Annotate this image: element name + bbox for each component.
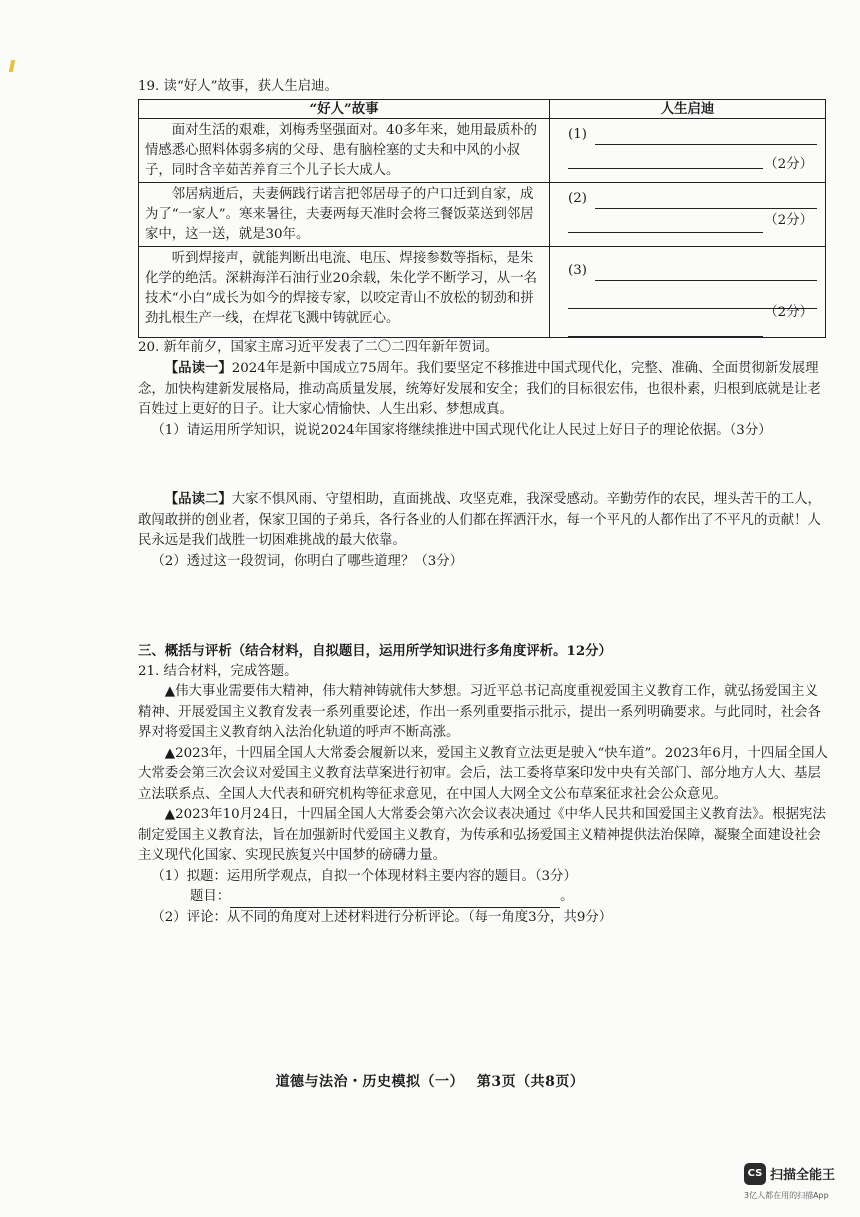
score-3: （2分）	[764, 304, 813, 320]
answer-blank-2b[interactable]	[568, 217, 763, 233]
camscanner-logo-icon: CS	[744, 1163, 766, 1185]
table-header	[139, 99, 826, 118]
table-row	[139, 118, 826, 182]
title-label: 题目：	[190, 889, 231, 904]
title-blank[interactable]	[230, 893, 560, 908]
section3-title: 三、概括与评析（结合材料，自拟题目，运用所学知识进行多角度评析。12分）	[138, 643, 612, 659]
answer-blank-3[interactable]	[595, 265, 817, 281]
read2-text: 大家不惧风雨、守望相助，直面挑战、攻坚克难，我深受感动。辛勤劳作的农民，埋头苦干的工人，敢闯敢拼的创业者，保家卫国的子弟兵，各行各业的人们都在挥洒汗水，每一个平凡的人都作出了不平凡的贡献！人民永远是我们战胜一切困难挑战的最大依靠。	[138, 492, 821, 548]
answer-blank-1b[interactable]	[568, 153, 763, 169]
material-1: ▲伟大事业需要伟大精神，伟大精神铸就伟大梦想。习近平总书记高度重视爱国主义教育工作，就弘扬爱国主义精神、开展爱国主义教育发表一系列重要论述，作出一系列重要指示批示，提出一系列明确要求。与此同时，社会各界对将爱国主义教育纳入法治化轨道的呼声不断高涨。	[138, 684, 821, 740]
material-3: ▲2023年10月24日，十四届全国人大常委会第六次会议表决通过《中华人民共和国爱国主义教育法》。根据宪法制定爱国主义教育法，旨在加强新时代爱国主义教育，为传承和弘扬爱国主义精神提供法治保障，凝聚全面建设社会主义现代化国家、实现民族复兴中国梦的磅礴力量。	[138, 807, 826, 863]
read2-label: 【品读二】	[164, 491, 232, 507]
answer-blank-2[interactable]	[595, 193, 817, 209]
table-row	[139, 182, 826, 246]
page-content	[138, 77, 828, 928]
score-1: （2分）	[764, 156, 813, 172]
col-story: “好人”故事	[139, 99, 550, 118]
watermark-sub: 3亿人都在用的扫描App	[744, 1191, 829, 1200]
answer-cell-1	[550, 118, 826, 182]
scanner-watermark	[744, 1163, 844, 1207]
read1-label: 【品读一】	[164, 360, 232, 376]
answer-space[interactable]	[138, 572, 828, 641]
q20-read1	[138, 358, 828, 421]
answer-cell-2	[550, 182, 826, 246]
page-footer: 道德与法治・历史模拟（一） 第3页（共8页）	[275, 1074, 585, 1090]
q20-sub2: （2）透过这一段贺词，你明白了哪些道理？（3分）	[151, 553, 464, 569]
title-answer-line	[138, 887, 828, 908]
score-2: （2分）	[764, 212, 813, 228]
title-end: 。	[560, 889, 574, 904]
watermark-name: 扫描全能王	[770, 1168, 836, 1183]
answer-blank-3c[interactable]	[568, 321, 763, 337]
read1-text: 2024年是新中国成立75周年。我们要坚定不移推进中国式现代化，完整、准确、全面贯彻新发展理念，加快构建新发展格局，推动高质量发展，统筹好发展和安全；我们的目标很宏伟，也很朴素，归根到底就是让老百姓过上更好的日子。让大家心情愉快、人生出彩、梦想成真。	[138, 361, 821, 417]
q21-title: 21. 结合材料，完成答题。	[138, 663, 298, 679]
q20-title: 20. 新年前夕，国家主席习近平发表了二〇二四年新年贺词。	[138, 339, 499, 355]
table-row	[139, 246, 826, 337]
answer-blank-1[interactable]	[595, 129, 817, 145]
answer-num-2: (2)	[568, 190, 587, 206]
answer-num-1: (1)	[568, 126, 587, 142]
q21-sub2: （2）评论：从不同的角度对上述材料进行分析评论。（每一角度3分，共9分）	[151, 909, 613, 925]
q20-read2	[138, 489, 828, 552]
story-1: 面对生活的艰难，刘梅秀坚强面对。40多年来，她用最质朴的情感悉心照料体弱多病的父母、患有脑栓塞的丈夫和中风的小叔子，同时含辛茹苦养育三个儿子长大成人。	[139, 118, 550, 182]
q20-sub1: （1）请运用所学知识，说说2024年国家将继续推进中国式现代化让人民过上好日子的理论依据。（3分）	[151, 422, 772, 438]
story-2: 邻居病逝后，夫妻俩践行诺言把邻居母子的户口迁到自家，成为了“一家人”。寒来暑往，夫妻两每天准时会将三餐饭菜送到邻居家中，这一送，就是30年。	[139, 182, 550, 246]
answer-num-3: (3)	[568, 262, 587, 278]
answer-cell-3	[550, 246, 826, 337]
q21-sub1: （1）拟题：运用所学观点，自拟一个体现材料主要内容的题目。（3分）	[151, 868, 577, 884]
material-2: ▲2023年，十四届全国人大常委会履新以来，爱国主义教育立法更是驶入“快车道”。2023年6月，十四届全国人大常委会第三次会议对爱国主义教育法草案进行初审。会后，法工委将草案印发中央有关部门、部分地方人大、基层立法联系点、全国人大代表和研究机构等征求意见，在中国人大网全文公布草案征求社会公众意见。	[138, 745, 828, 802]
story-3: 听到焊接声，就能判断出电流、电压、焊接参数等指标，是朱化学的绝活。深耕海洋石油行业20余载，朱化学不断学习，从一名技术“小白”成长为如今的焊接专家，以咬定青山不放松的韧劲和拼劲扎根生产一线，在焊花飞溅中铸就匠心。	[139, 246, 550, 337]
good-people-table	[138, 99, 826, 338]
q19-title: 19. 读“好人”故事，获人生启迪。	[138, 79, 338, 94]
answer-space[interactable]	[138, 441, 828, 489]
col-insight: 人生启迪	[550, 99, 826, 118]
corner-mark	[9, 60, 16, 72]
